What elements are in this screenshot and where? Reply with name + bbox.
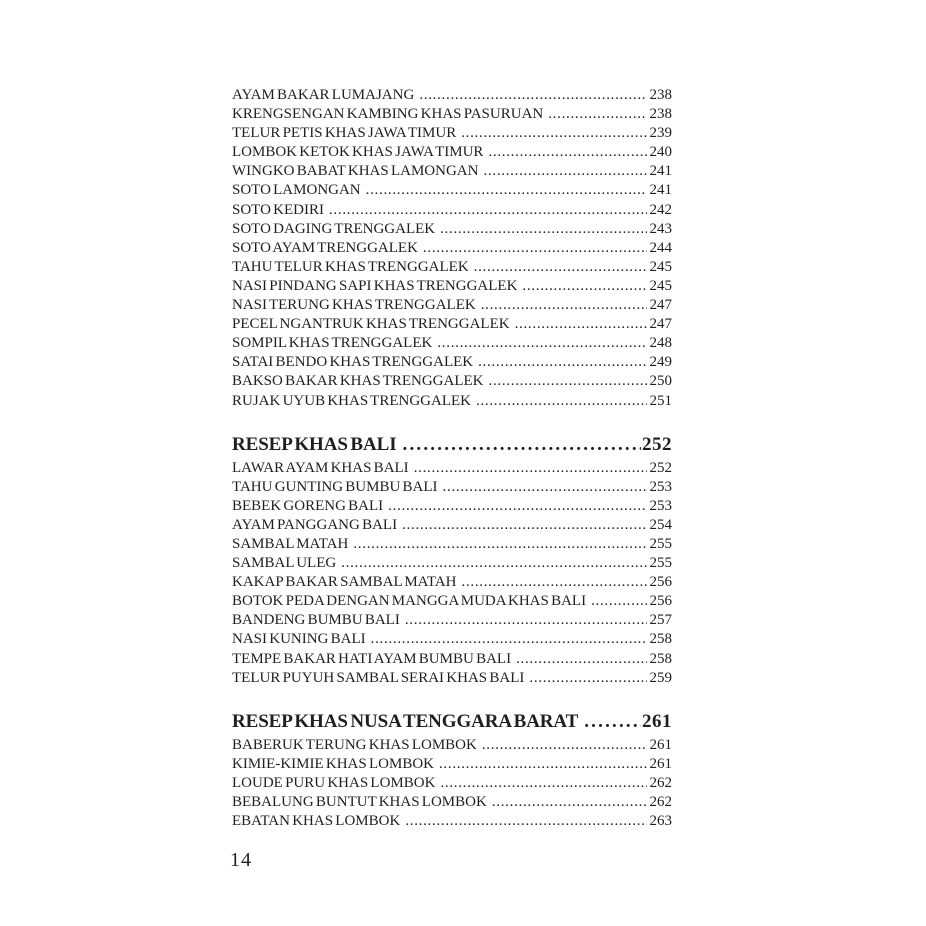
toc-entry-title: BAKSO BAKAR KHAS TRENGGALEK (232, 373, 484, 390)
toc-entry (232, 296, 672, 315)
dot-leader (353, 535, 646, 554)
toc-entry-title: TELUR PUYUH SAMBAL SERAI KHAS BALI (232, 669, 525, 686)
toc-entry (232, 478, 672, 497)
toc-entry (232, 650, 672, 669)
toc-entry-title: SOTO KEDIRI (232, 201, 324, 218)
toc-entry (232, 105, 672, 124)
toc-entry-page: 252 (649, 459, 672, 476)
dot-leader (388, 497, 646, 516)
dot-leader (529, 669, 646, 688)
toc-entry (232, 755, 672, 774)
toc-entry (232, 793, 672, 812)
dot-leader (414, 459, 647, 478)
toc-entry (232, 611, 672, 630)
toc-section (232, 709, 672, 831)
toc-entry (232, 669, 672, 688)
toc-section-title: RESEP KHAS BALI (232, 433, 397, 455)
dot-leader (548, 105, 646, 124)
toc-section (232, 86, 672, 411)
toc-entry (232, 239, 672, 258)
dot-leader (440, 774, 646, 793)
toc-entry-page: 263 (649, 813, 672, 830)
toc-section-header (232, 432, 672, 457)
toc-entry-title: EBATAN KHAS LOMBOK (232, 813, 401, 830)
toc-entry-page: 249 (649, 354, 672, 371)
toc-entry-title: BEBALUNG BUNTUT KHAS LOMBOK (232, 794, 487, 810)
toc-entry-title: SOTO LAMONGAN (232, 182, 361, 199)
toc-entry-page: 248 (649, 335, 672, 352)
toc-entry-page: 261 (649, 755, 672, 772)
dot-leader (461, 573, 646, 592)
toc-entry-title: SAMBAL ULEG (232, 555, 337, 572)
toc-entry-title: AYAM PANGGANG BALI (232, 516, 398, 533)
dot-leader (483, 162, 646, 181)
toc-entry-page: 255 (649, 555, 672, 572)
toc-section-title: RESEP KHAS NUSA TENGGARA BARAT (232, 710, 579, 732)
toc-entry (232, 774, 672, 793)
toc-entry (232, 630, 672, 649)
toc-entry (232, 554, 672, 573)
toc-section-page: 261 (642, 710, 672, 732)
dot-leader (341, 554, 646, 573)
dot-leader (584, 709, 641, 734)
toc-entry-title: KIMIE-KIMIE KHAS LOMBOK (232, 755, 434, 772)
toc-entry (232, 277, 672, 296)
toc-entry (232, 181, 672, 200)
toc-entry (232, 497, 672, 516)
dot-leader (443, 478, 647, 497)
toc-section-header (232, 709, 672, 734)
toc-entry (232, 86, 672, 105)
toc-entry-page: 262 (649, 794, 672, 810)
toc-entry (232, 573, 672, 592)
toc-entry-page: 240 (649, 144, 672, 161)
toc-entry-page: 247 (649, 297, 672, 314)
toc-entry-page: 255 (649, 535, 672, 552)
toc-entry-title: SOTO AYAM TRENGGALEK (232, 239, 418, 256)
toc-entry-page: 245 (649, 277, 672, 294)
toc-entry-title: LAWAR AYAM KHAS BALI (232, 459, 409, 476)
toc-entry-page: 253 (649, 497, 672, 514)
toc-entry-title: BABERUK TERUNG KHAS LOMBOK (232, 736, 477, 753)
toc-entry-page: 254 (649, 516, 672, 533)
toc-entry-title: KAKAP BAKAR SAMBAL MATAH (232, 574, 457, 591)
toc-entry-title: BANDENG BUMBU BALI (232, 612, 400, 629)
dot-leader (440, 220, 646, 239)
toc-section (232, 432, 672, 688)
toc-entry-page: 256 (649, 574, 672, 591)
toc-entry-page: 261 (649, 736, 672, 753)
toc-entry (232, 162, 672, 181)
dot-leader (405, 812, 646, 831)
toc-entry-page: 239 (649, 125, 672, 142)
toc-entry-page: 245 (649, 258, 672, 275)
dot-leader (437, 334, 646, 353)
dot-leader (366, 181, 647, 200)
toc-entry-title: SOTO DAGING TRENGGALEK (232, 220, 436, 237)
toc-entry (232, 220, 672, 239)
dot-leader (522, 277, 646, 296)
toc-entry (232, 372, 672, 391)
toc-entry-page: 256 (649, 593, 672, 610)
dot-leader (476, 392, 647, 411)
toc-entry-page: 259 (649, 669, 672, 686)
dot-leader (478, 353, 646, 372)
dot-leader (461, 124, 646, 143)
dot-leader (402, 516, 646, 535)
page-number: 14 (230, 849, 252, 871)
toc-entry-page: 243 (649, 220, 672, 237)
dot-leader (419, 86, 646, 105)
toc-entry-title: NASI PINDANG SAPI KHAS TRENGGALEK (232, 277, 518, 294)
toc-entry (232, 459, 672, 478)
toc-entry-page: 262 (649, 774, 672, 791)
toc-entry-title: TELUR PETIS KHAS JAWA TIMUR (232, 125, 457, 142)
toc-entry-title: LOUDE PURU KHAS LOMBOK (232, 774, 436, 791)
toc-entry (232, 392, 672, 411)
toc-entry-page: 251 (649, 392, 672, 409)
dot-leader (405, 611, 647, 630)
toc-entry-title: PECEL NGANTRUK KHAS TRENGGALEK (232, 316, 510, 333)
toc-entry-page: 250 (649, 373, 672, 390)
dot-leader (371, 630, 647, 649)
toc-entry (232, 143, 672, 162)
toc-entry-title: KRENGSENGAN KAMBING KHAS PASURUAN (232, 106, 544, 123)
toc-entry-title: AYAM BAKAR LUMAJANG (232, 87, 415, 103)
dot-leader (482, 736, 647, 755)
toc-entry-title: RUJAK UYUB KHAS TRENGGALEK (232, 392, 471, 409)
toc-entry-page: 242 (649, 201, 672, 218)
dot-leader (329, 201, 647, 220)
toc-entry (232, 124, 672, 143)
toc-entry-page: 244 (649, 239, 672, 256)
toc-entry (232, 353, 672, 372)
toc-entry (232, 334, 672, 353)
toc-entry-page: 258 (649, 650, 672, 667)
toc-entry-page: 241 (649, 182, 672, 199)
toc-entry-title: BOTOK PEDA DENGAN MANGGA MUDA KHAS BALI (232, 593, 587, 610)
toc-entry-page: 241 (649, 163, 672, 180)
dot-leader (489, 372, 647, 391)
toc-entry-title: WINGKO BABAT KHAS LAMONGAN (232, 163, 479, 180)
toc-entry-page: 258 (649, 631, 672, 648)
dot-leader (403, 432, 642, 457)
dot-leader (439, 755, 647, 774)
dot-leader (516, 650, 646, 669)
toc-content (232, 86, 672, 831)
toc-section-page: 252 (642, 433, 672, 455)
toc-entry (232, 315, 672, 334)
toc-entry-title: SATAI BENDO KHAS TRENGGALEK (232, 354, 474, 371)
dot-leader (474, 258, 647, 277)
dot-leader (591, 592, 646, 611)
toc-entry-title: NASI TERUNG KHAS TRENGGALEK (232, 297, 476, 314)
toc-entry-page: 253 (649, 478, 672, 495)
dot-leader (488, 143, 646, 162)
dot-leader (423, 239, 647, 258)
dot-leader (492, 793, 647, 812)
toc-entry-title: TAHU TELUR KHAS TRENGGALEK (232, 258, 469, 275)
toc-entry (232, 201, 672, 220)
toc-entry-title: SAMBAL MATAH (232, 535, 349, 552)
toc-entry (232, 258, 672, 277)
toc-entry-page: 238 (649, 106, 672, 123)
toc-entry-page: 257 (649, 612, 672, 629)
toc-entry (232, 535, 672, 554)
toc-entry-page: 238 (649, 87, 672, 103)
dot-leader (515, 315, 647, 334)
toc-entry-title: LOMBOK KETOK KHAS JAWA TIMUR (232, 144, 484, 161)
toc-entry-page: 247 (649, 316, 672, 333)
toc-entry-title: SOMPIL KHAS TRENGGALEK (232, 335, 433, 352)
toc-entry-title: TEMPE BAKAR HATI AYAM BUMBU BALI (232, 650, 512, 667)
dot-leader (481, 296, 647, 315)
toc-entry (232, 812, 672, 831)
toc-entry-title: BEBEK GORENG BALI (232, 497, 384, 514)
toc-entry (232, 736, 672, 755)
toc-entry (232, 516, 672, 535)
toc-entry-title: NASI KUNING BALI (232, 631, 366, 648)
toc-entry-title: TAHU GUNTING BUMBU BALI (232, 478, 438, 495)
toc-entry (232, 592, 672, 611)
